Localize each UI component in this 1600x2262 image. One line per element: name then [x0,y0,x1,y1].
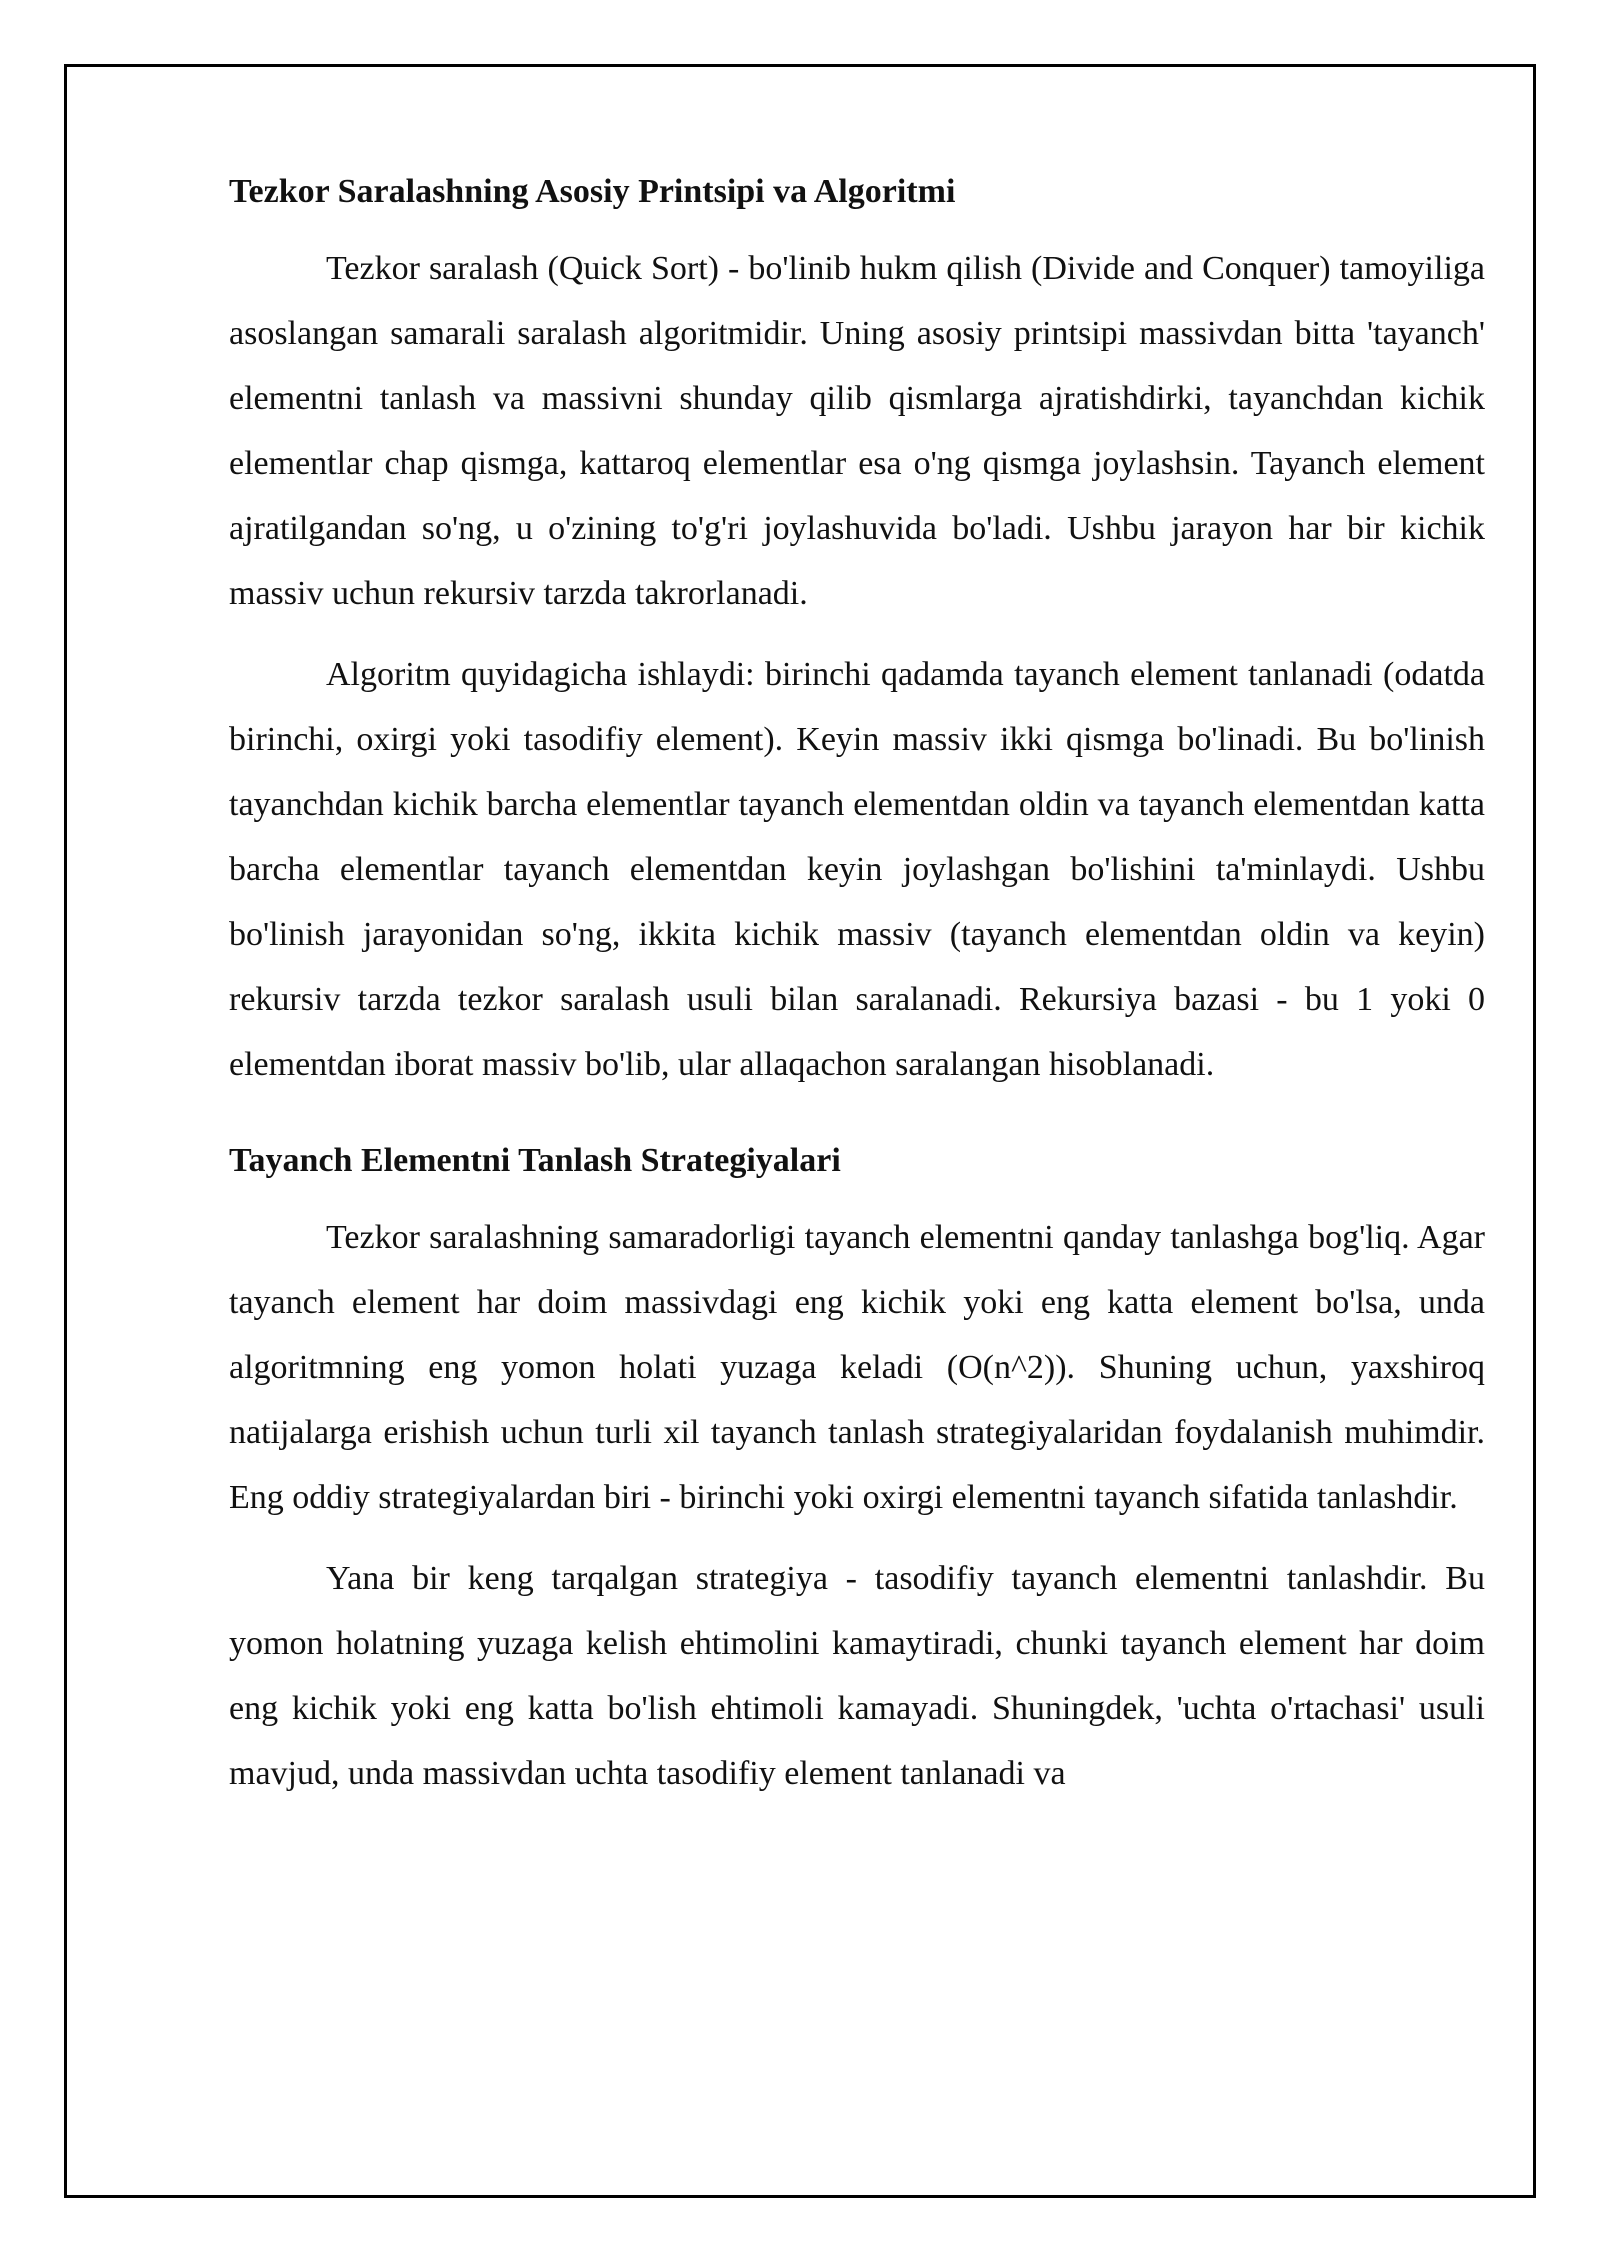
paragraph: Yana bir keng tarqalgan strategiya - tasodifiy tayanch elementni tanlashdir. Bu yomon holatning yuzaga kelish ehtimolini kamaytiradi, chunki tayanch element har doim eng kichik yoki eng katta bo'lish ehtimoli kamayadi. Shuningdek, 'uchta o'rtachasi' usuli mavjud, unda massivdan uchta tasodifiy element tanlanadi va [229,1560,1485,1792]
section-heading-quick-sort-principle: Tezkor Saralashning Asosiy Printsipi va Algoritmi [229,173,956,210]
paragraph: Tezkor saralashning samaradorligi tayanch elementni qanday tanlashga bog'liq. Agar tayanch element har doim massivdagi eng kichik yoki eng katta element bo'lsa, unda algoritmning eng yomon holati yuzaga keladi (O(n^2)). Shuning uchun, yaxshiroq natijalarga erishish uchun turli xil tayanch tanlash strategiyalaridan foydalanish muhimdir. Eng oddiy strategiyalardan biri - birinchi yoki oxirgi elementni tayanch sifatida tanlashdir. [229,1219,1485,1516]
paragraph: Algoritm quyidagicha ishlaydi: birinchi qadamda tayanch element tanlanadi (odatda birinchi, oxirgi yoki tasodifiy element). Keyin massiv ikki qismga bo'linadi. Bu bo'linish tayanchdan kichik barcha elementlar tayanch elementdan oldin va tayanch elementdan katta barcha elementlar tayanch elementdan keyin joylashgan bo'lishini ta'minlaydi. Ushbu bo'linish jarayonidan so'ng, ikkita kichik massiv (tayanch elementdan oldin va keyin) rekursiv tarzda tezkor saralash usuli bilan saralanadi. Rekursiya bazasi - bu 1 yoki 0 elementdan iborat massiv bo'lib, ular allaqachon saralangan hisoblanadi. [229,656,1485,1083]
paragraph: Tezkor saralash (Quick Sort) - bo'linib hukm qilish (Divide and Conquer) tamoyiliga asoslangan samarali saralash algoritmidir. Uning asosiy printsipi massivdan bitta 'tayanch' elementni tanlash va massivni shunday qilib qismlarga ajratishdirki, tayanchdan kichik elementlar chap qismga, kattaroq elementlar esa o'ng qismga joylashsin. Tayanch element ajratilgandan so'ng, u o'zining to'g'ri joylashuvida bo'ladi. Ushbu jarayon har bir kichik massiv uchun rekursiv tarzda takrorlanadi. [229,250,1485,612]
section-heading-pivot-strategies: Tayanch Elementni Tanlash Strategiyalari [229,1142,841,1179]
document-body [229,170,1485,1822]
